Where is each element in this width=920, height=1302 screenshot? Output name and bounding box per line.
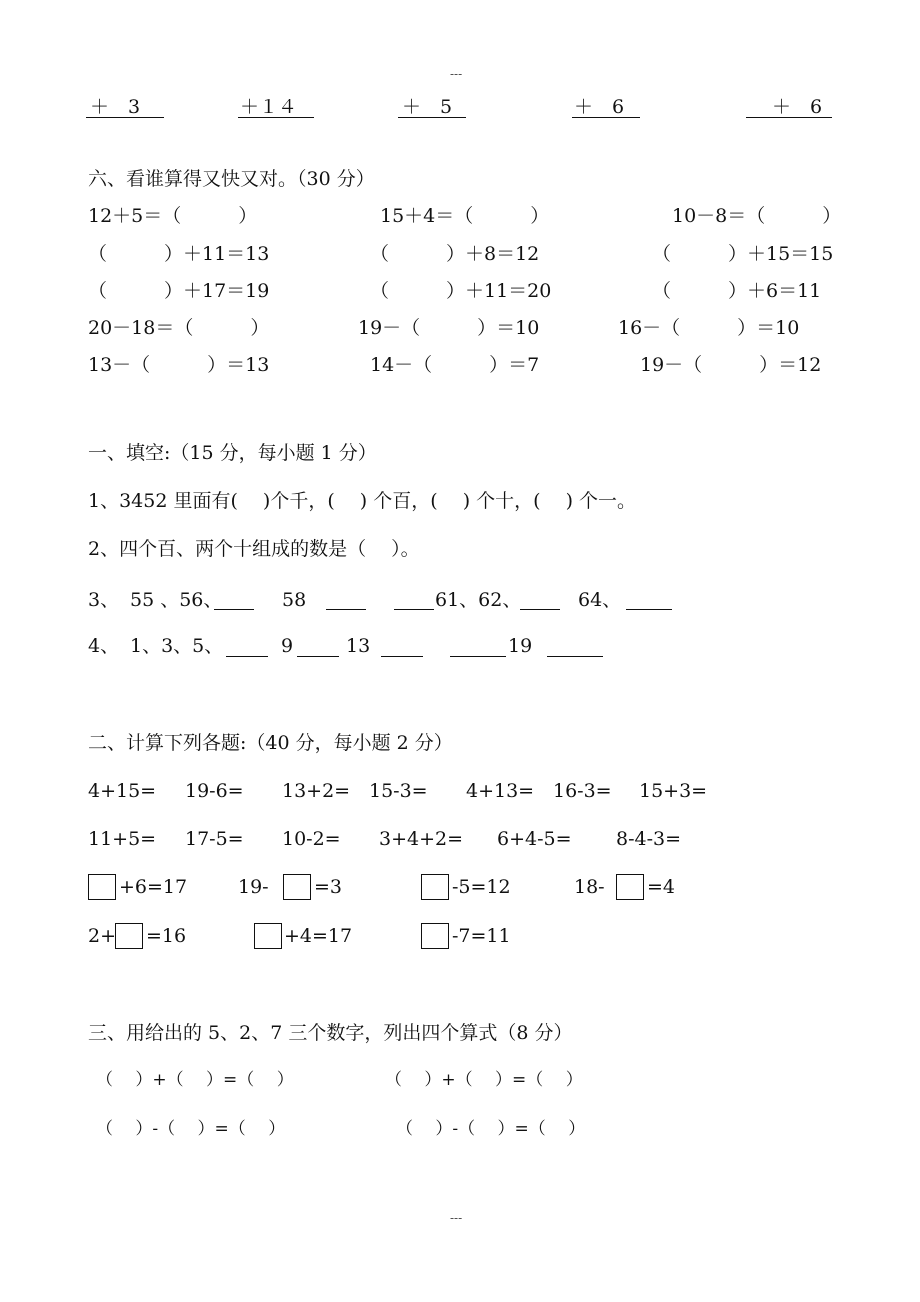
- answer-line: [394, 609, 434, 610]
- equation: 19－（ ）＝12: [640, 354, 822, 376]
- top-item: ＋ 5: [402, 96, 453, 118]
- header-mark: ---: [450, 67, 463, 81]
- calc-item: 4+13=: [466, 780, 535, 802]
- fill-question-1: 1、3452 里面有( )个千，( ) 个百，( ) 个十，( ) 个一。: [88, 490, 637, 512]
- answer-line: [626, 609, 672, 610]
- equation: 16－（ ）＝10: [618, 317, 800, 339]
- calc-item: 10-2=: [282, 828, 341, 850]
- equation: （ ）＋11＝20: [370, 280, 552, 302]
- answer-line: [297, 656, 339, 657]
- calc-item: +4=17: [284, 925, 353, 947]
- answer-box[interactable]: [283, 874, 311, 900]
- answer-line: [326, 609, 366, 610]
- calc-item: =16: [146, 925, 187, 947]
- equation: 19－（ ）＝10: [358, 317, 540, 339]
- question-number: 3、: [88, 589, 120, 611]
- calc-item: 6+4-5=: [497, 828, 572, 850]
- answer-line: [547, 656, 603, 657]
- calc-item: 19-6=: [185, 780, 244, 802]
- top-item: ＋ 6: [772, 96, 823, 118]
- calc-item: -7=11: [452, 925, 511, 947]
- equation: 14－（ ）＝7: [370, 354, 540, 376]
- calc-item: -5=12: [452, 876, 511, 898]
- equation-template: （ ）+（ ）=（ ）: [96, 1070, 294, 1090]
- answer-box[interactable]: [421, 874, 449, 900]
- sequence-text: 55 、56、: [130, 589, 223, 611]
- answer-line: [214, 609, 254, 610]
- answer-line: [746, 117, 832, 118]
- calc-item: 3+4+2=: [379, 828, 464, 850]
- section-3-title: 三、用给出的 5、2、7 三个数字，列出四个算式（8 分）: [88, 1022, 573, 1044]
- sequence-text: 61、62、: [435, 589, 522, 611]
- calc-item: =3: [314, 876, 343, 898]
- top-item: ＋ 6: [574, 96, 625, 118]
- sequence-text: 1、3、5、: [130, 635, 224, 657]
- equation-template: （ ）-（ ）=（ ）: [96, 1119, 286, 1139]
- calc-item: 11+5=: [88, 828, 157, 850]
- top-item: ＋ 3: [90, 96, 141, 118]
- equation: 12＋5＝（ ）: [88, 205, 258, 227]
- answer-line: [381, 656, 423, 657]
- sequence-text: 19: [508, 635, 533, 657]
- calc-item: =4: [647, 876, 676, 898]
- calc-item: 17-5=: [185, 828, 244, 850]
- calc-item: 18-: [574, 876, 605, 898]
- top-item: ＋１４: [240, 96, 298, 118]
- answer-box[interactable]: [88, 874, 116, 900]
- equation-template: （ ）+（ ）=（ ）: [385, 1070, 583, 1090]
- calc-item: 15+3=: [639, 780, 708, 802]
- sequence-text: 9: [281, 635, 294, 657]
- sequence-text: 64、: [578, 589, 622, 611]
- equation: 20－18＝（ ）: [88, 317, 270, 339]
- answer-line: [450, 656, 506, 657]
- equation: 10－8＝（ ）: [672, 205, 842, 227]
- section-1-title: 一、填空:（15 分，每小题 1 分）: [88, 442, 377, 464]
- answer-line: [238, 117, 314, 118]
- calc-item: 19-: [238, 876, 269, 898]
- sequence-text: 13: [346, 635, 371, 657]
- equation: 15＋4＝（ ）: [380, 205, 550, 227]
- section-2-title: 二、计算下列各题:（40 分，每小题 2 分）: [88, 732, 453, 754]
- calc-item: +6=17: [119, 876, 188, 898]
- answer-box[interactable]: [421, 923, 449, 949]
- equation: （ ）＋6＝11: [652, 280, 822, 302]
- answer-line: [572, 117, 640, 118]
- calc-item: 8-4-3=: [616, 828, 682, 850]
- equation: （ ）＋11＝13: [88, 243, 270, 265]
- answer-line: [86, 117, 164, 118]
- section-6-title: 六、看谁算得又快又对。（30 分）: [88, 168, 375, 190]
- answer-box[interactable]: [616, 874, 644, 900]
- answer-box[interactable]: [254, 923, 282, 949]
- calc-item: 16-3=: [553, 780, 612, 802]
- answer-line: [226, 656, 268, 657]
- question-number: 4、: [88, 635, 120, 657]
- equation: （ ）＋8＝12: [370, 243, 540, 265]
- footer-mark: ---: [450, 1211, 463, 1225]
- equation: （ ）＋17＝19: [88, 280, 270, 302]
- equation: （ ）＋15＝15: [652, 243, 834, 265]
- answer-line: [398, 117, 466, 118]
- calc-item: 2+: [88, 925, 117, 947]
- equation-template: （ ）-（ ）=（ ）: [396, 1119, 586, 1139]
- equation: 13－（ ）＝13: [88, 354, 270, 376]
- answer-box[interactable]: [115, 923, 143, 949]
- sequence-text: 58: [282, 589, 307, 611]
- calc-item: 13+2=: [282, 780, 351, 802]
- answer-line: [520, 609, 560, 610]
- calc-item: 15-3=: [369, 780, 428, 802]
- fill-question-2: 2、四个百、两个十组成的数是（ ）。: [88, 538, 420, 560]
- calc-item: 4+15=: [88, 780, 157, 802]
